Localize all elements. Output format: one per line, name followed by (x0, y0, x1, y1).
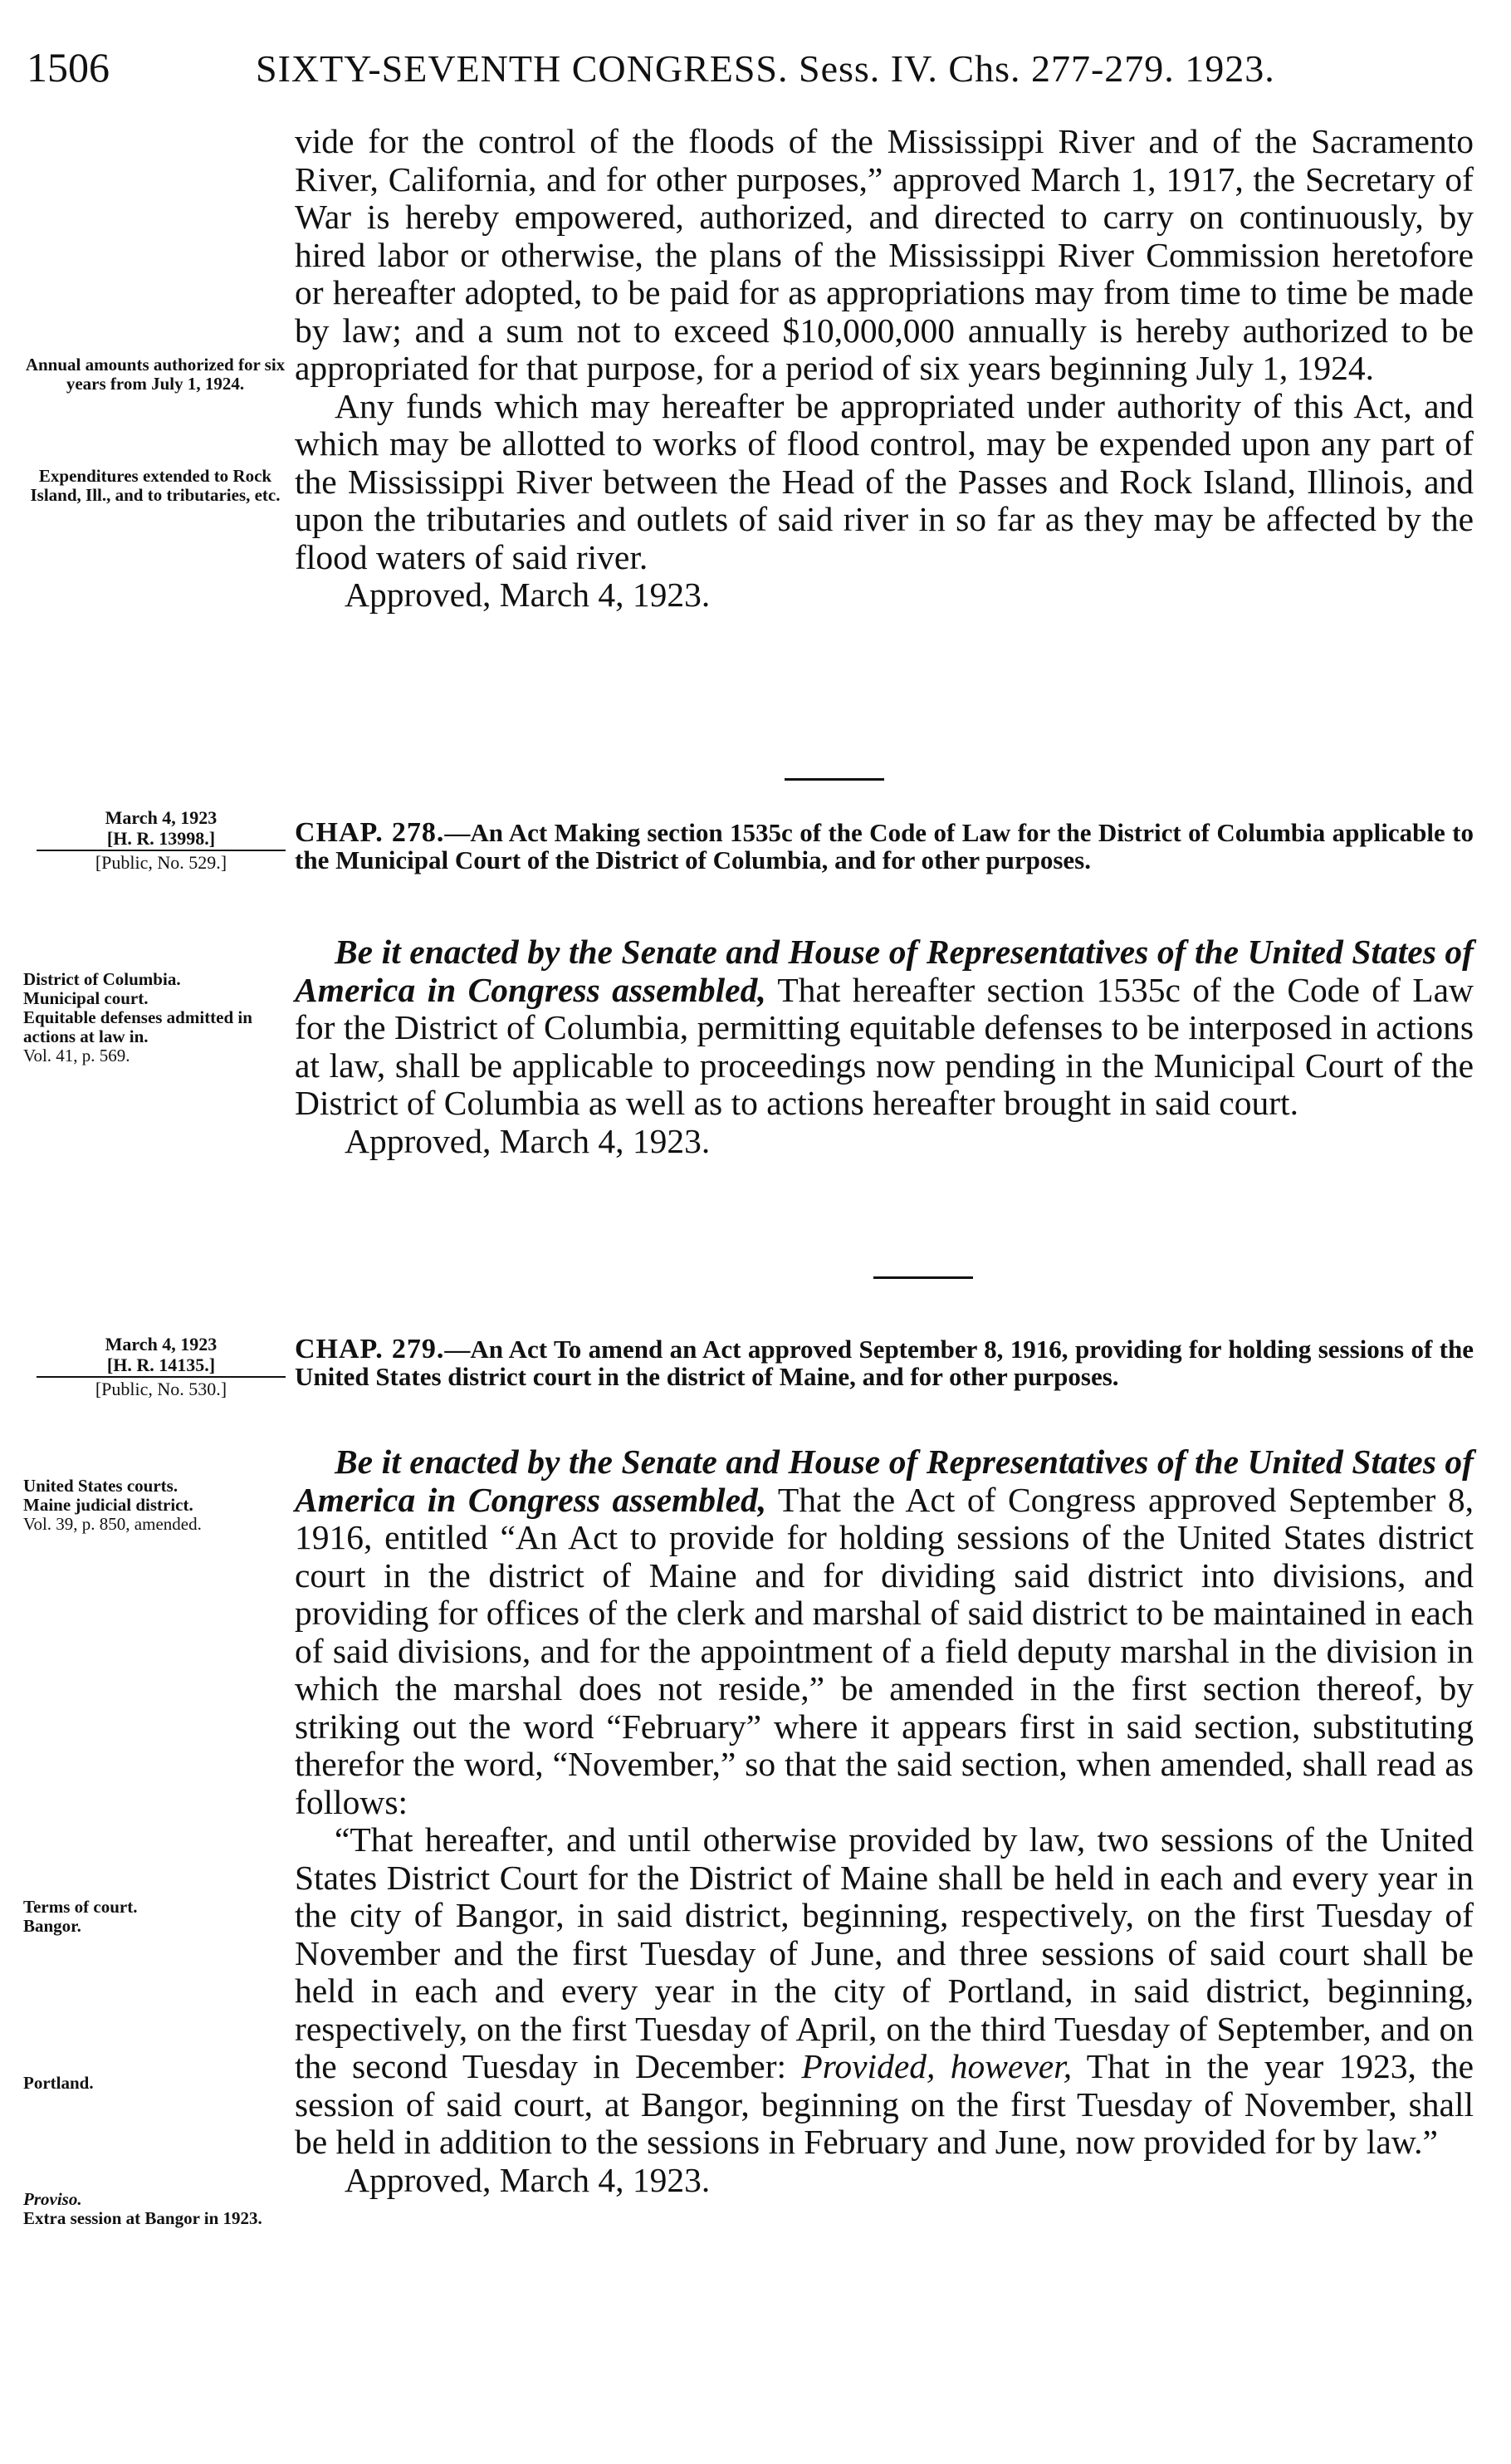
chapter-279-bill: [H. R. 14135.] (106, 1354, 216, 1375)
chapter-279-body-1-text: That the Act of Congress approved September 8, 1916, entitled “An Act to provide for holding sessions of the United States district court in the district of Maine and for dividing said district into divisions, and providing for offices of the clerk and marshal of said district to be maintained in each of said divisions, and for the appointment of a field deputy marshal in the division in which the marshal does not reside,” be amended in the first section thereof, by striking out the word “February” where it appears first in said section, substituting therefor the word, “November,” so that the said section, when amended, shall read as follows: (295, 1480, 1474, 1821)
margin-note-us-courts (23, 1477, 287, 1534)
margin-note-us-courts-title: United States courts. (23, 1476, 178, 1496)
section-divider-1 (785, 778, 884, 781)
margin-note-proviso-block (23, 2190, 287, 2228)
running-title: SIXTY-SEVENTH CONGRESS. Sess. IV. Chs. 277-279. 1923. (256, 47, 1275, 90)
chapter-279-body-2a: “That hereafter, and until otherwise provided by law, two sessions of the United States District Court for the District of Maine shall be held in each and every year in the city of Bangor, in said district, beginning, respectively, on the first Tuesday of November and the first Tuesday of June, and three sessions of said court shall be held in each and every year in the city of Portland, in said district, beginning, respectively, on the first Tuesday of April, on the third Tuesday of September, and on the second Tuesday in December: (295, 1820, 1474, 2085)
chapter-278-body-text: That hereafter section 1535c of the Code of Law for the District of Columbia, permitting equitable defenses to be interposed in actions at law, shall be applicable to proceedings now pending in the Municipal Court of the District of Columbia as well as to actions hereafter brought in said court. (295, 970, 1474, 1122)
chapter-278-public-law: [Public, No. 529.] (95, 852, 227, 873)
chapter-277-text (295, 123, 1474, 615)
chapter-278-approved: Approved, March 4, 1923. (345, 1121, 711, 1160)
margin-note-terms-of-court (23, 1898, 287, 1936)
margin-note-annual-amounts: Annual amounts authorized for six years from July 1, 1924. (25, 355, 286, 394)
chapter-279-approved: Approved, March 4, 1923. (345, 2160, 711, 2199)
margin-note-expenditures: Expenditures extended to Rock Island, Ill., and to tributaries, etc. (30, 466, 281, 505)
chapter-279-body-2 (295, 1821, 1474, 2162)
chapter-278-enacting-clause: Be it enacted by the Senate and House of Representatives of the United States of America in Congress assembled, (295, 933, 1474, 1009)
margin-note-extra-session: Extra session at Bangor in 1923. (23, 2208, 262, 2228)
chapter-278-dateblock-rule (37, 850, 286, 851)
chapter-279-public-law: [Public, No. 530.] (95, 1379, 227, 1399)
chapter-279-heading (295, 1335, 1474, 1390)
chapter-277-approved: Approved, March 4, 1923. (345, 576, 711, 614)
chapter-279-title: —An Act To amend an Act approved September 8, 1916, providing for holding sessions of the United States district court in the district of Maine, and for other purposes. (295, 1335, 1474, 1391)
chapter-279-enacting-clause: Be it enacted by the Senate and House of Representatives of the United States of America in Congress assembled, (295, 1443, 1474, 1519)
margin-note-maine-district: Maine judicial district. (23, 1495, 193, 1515)
chapter-277-paragraph-2: Any funds which may hereafter be appropriated under authority of this Act, and which may be allotted to works of flood control, may be expended upon any part of the Mississippi River between the Head of the Passes and Rock Island, Illinois, and upon the tributaries and outlets of said river in so far as they may be affected by the flood waters of said river. (295, 386, 1474, 576)
chapter-278-title: —An Act Making section 1535c of the Code of Law for the District of Columbia applicable to the Municipal Court of the District of Columbia, and for other purposes. (295, 818, 1474, 874)
margin-note-district-of-columbia (23, 970, 287, 1065)
chapter-278-heading (295, 819, 1474, 874)
chapter-278-text (295, 933, 1474, 1160)
page-number: 1506 (27, 44, 110, 91)
chapter-279-text (295, 1443, 1474, 2199)
margin-note-bangor: Bangor. (23, 1916, 81, 1936)
chapter-279-dateblock-rule (37, 1376, 286, 1378)
margin-note-proviso: Proviso. (23, 2189, 82, 2209)
chapter-278-bill: [H. R. 13998.] (106, 828, 216, 849)
chapter-278-body (295, 933, 1474, 1123)
margin-note-terms: Terms of court. (23, 1897, 138, 1917)
margin-note-portland: Portland. (23, 2073, 94, 2093)
chapter-278-label: CHAP. 278. (295, 817, 445, 848)
chapter-279-body-1 (295, 1443, 1474, 1821)
chapter-279-proviso: Provided, however, (786, 2047, 1073, 2085)
margin-note-municipal-court: Municipal court. (23, 988, 149, 1008)
margin-note-dc-title: District of Columbia. (23, 969, 181, 989)
margin-note-equitable-defenses: Equitable defenses admitted in actions at law in. (23, 1007, 252, 1046)
chapter-277-paragraph-1: vide for the control of the floods of the Mississippi River and of the Sacramento River, California, and for other purposes,” approved March 1, 1917, the Secretary of War is hereby empowered, authorized, and directed to carry on continuously, by hired labor or otherwise, the plans of the Mississippi River Commission heretofore or hereafter adopted, to be paid for as appropriations may from time to time be made by law; and a sum not to exceed $10,000,000 annually is hereby authorized to be appropriated for that purpose, for a period of six years beginning July 1, 1924. (295, 122, 1474, 387)
chapter-279-body-2b: That in the year 1923, the session of said court, at Bangor, beginning on the first Tuesday of November, shall be held in addition to the sessions in February and June, now provided for by law.” (295, 2047, 1474, 2161)
page-header (27, 43, 1471, 101)
chapter-278-dateblock (37, 807, 286, 873)
margin-note-vol-41: Vol. 41, p. 569. (23, 1046, 130, 1065)
chapter-278-date: March 4, 1923 (105, 807, 218, 828)
chapter-279-dateblock (37, 1334, 286, 1399)
chapter-279-label: CHAP. 279. (295, 1334, 445, 1364)
margin-note-vol-39: Vol. 39, p. 850, amended. (23, 1514, 202, 1534)
chapter-279-date: March 4, 1923 (105, 1334, 218, 1354)
section-divider-2 (873, 1276, 973, 1279)
